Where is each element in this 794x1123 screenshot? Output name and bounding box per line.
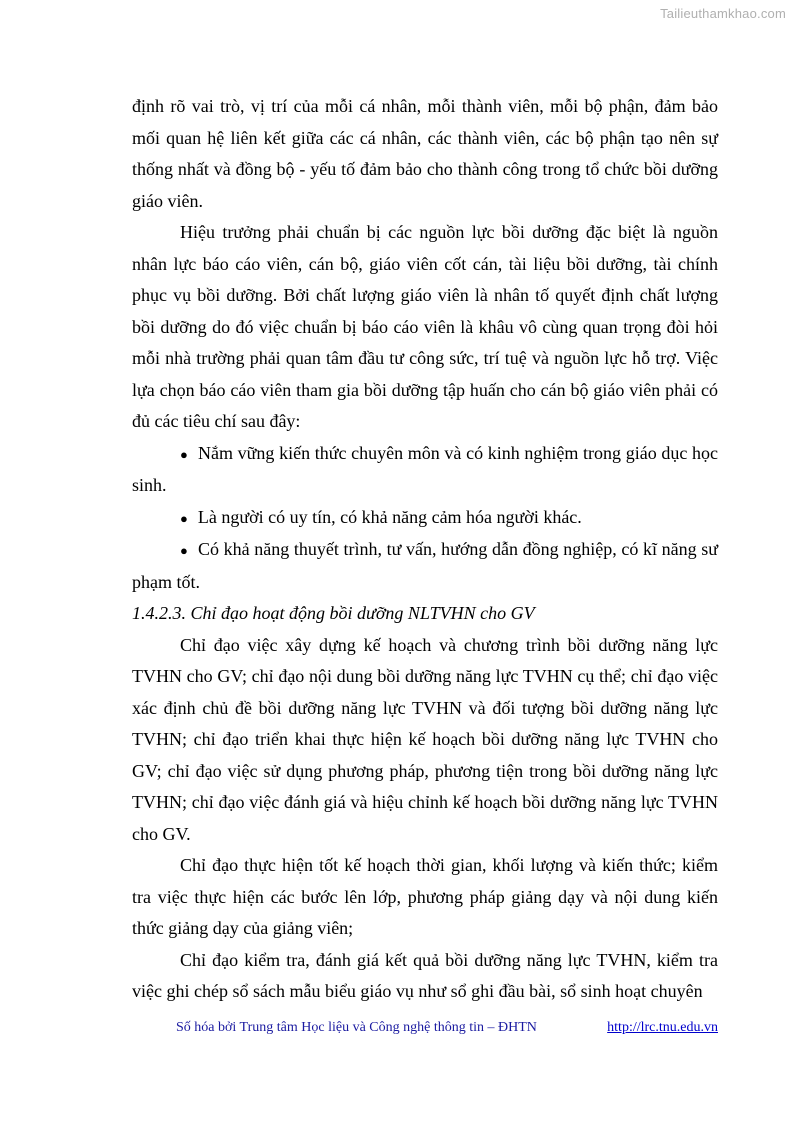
paragraph-4: Chỉ đạo thực hiện tốt kế hoạch thời gian, khối lượng và kiến thức; kiểm tra việc thực hiện các bước lên lớp, phương pháp giảng dạy và nội dung kiến thức giảng dạy của giảng viên; bbox=[132, 855, 718, 938]
page-footer bbox=[176, 1020, 718, 1036]
footer-credit: Số hóa bởi Trung tâm Học liệu và Công nghệ thông tin – ĐHTN bbox=[176, 1020, 537, 1035]
paragraph-5: Chỉ đạo kiểm tra, đánh giá kết quả bồi dưỡng năng lực TVHN, kiểm tra việc ghi chép sổ sách mẫu biểu giáo vụ như sổ ghi đầu bài, sổ sinh hoạt chuyên bbox=[132, 949, 718, 1001]
paragraph-2: Hiệu trưởng phải chuẩn bị các nguồn lực bồi dưỡng đặc biệt là nguồn nhân lực báo cáo viên, cán bộ, giáo viên cốt cán, tài liệu bồi dưỡng, tài chính phục vụ bồi dưỡng. Bởi chất lượng giáo viên là nhân tố quyết định chất lượng bồi dưỡng do đó việc chuẩn bị báo cáo viên là khâu vô cùng quan trọng đòi hỏi mỗi nhà trường phải quan tâm đầu tư công sức, trí tuệ và nguồn lực hỗ trợ. Việc lựa chọn báo cáo viên tham gia bồi dưỡng tập huấn cho cán bộ giáo viên phải có đủ các tiêu chí sau đây: bbox=[132, 222, 718, 431]
bullet-icon: ● bbox=[180, 543, 188, 558]
paragraph-1: định rõ vai trò, vị trí của mỗi cá nhân, mỗi thành viên, mỗi bộ phận, đảm bảo mối quan hệ liên kết giữa các cá nhân, các thành viên, các bộ phận tạo nên sự thống nhất và đồng bộ - yếu tố đảm bảo cho thành công trong tổ chức bồi dưỡng giáo viên. bbox=[132, 96, 718, 211]
bullet-item-2 bbox=[132, 502, 718, 535]
bullet-text-2: Là người có uy tín, có khả năng cảm hóa người khác. bbox=[197, 506, 582, 527]
footer-link[interactable]: http://lrc.tnu.edu.vn bbox=[607, 1020, 718, 1035]
bullet-item-1 bbox=[132, 438, 718, 502]
bullet-text-3: Có khả năng thuyết trình, tư vấn, hướng dẫn đồng nghiệp, có kĩ năng sư phạm tốt. bbox=[132, 539, 718, 592]
section-heading: 1.4.2.3. Chỉ đạo hoạt động bồi dưỡng NLTVHN cho GV bbox=[132, 603, 535, 623]
bullet-text-1: Nắm vững kiến thức chuyên môn và có kinh nghiệm trong giáo dục học sinh. bbox=[132, 442, 718, 495]
watermark: Tailieuthamkhao.com bbox=[660, 6, 786, 21]
bullet-icon: ● bbox=[180, 510, 188, 526]
bullet-item-3 bbox=[132, 534, 718, 598]
document-body bbox=[132, 91, 718, 1008]
paragraph-3: Chỉ đạo việc xây dựng kế hoạch và chương trình bồi dưỡng năng lực TVHN cho GV; chỉ đạo nội dung bồi dưỡng năng lực TVHN cụ thể; chỉ đạo việc xác định chủ đề bồi dưỡng năng lực TVHN và đối tượng bồi dưỡng năng lực TVHN; chỉ đạo triển khai thực hiện kế hoạch bồi dưỡng năng lực TVHN cho GV; chỉ đạo việc sử dụng phương pháp, phương tiện trong bồi dưỡng năng lực TVHN; chỉ đạo việc đánh giá và hiệu chỉnh kế hoạch bồi dưỡng năng lực TVHN cho GV. bbox=[132, 634, 718, 844]
bullet-icon: ● bbox=[180, 446, 189, 462]
